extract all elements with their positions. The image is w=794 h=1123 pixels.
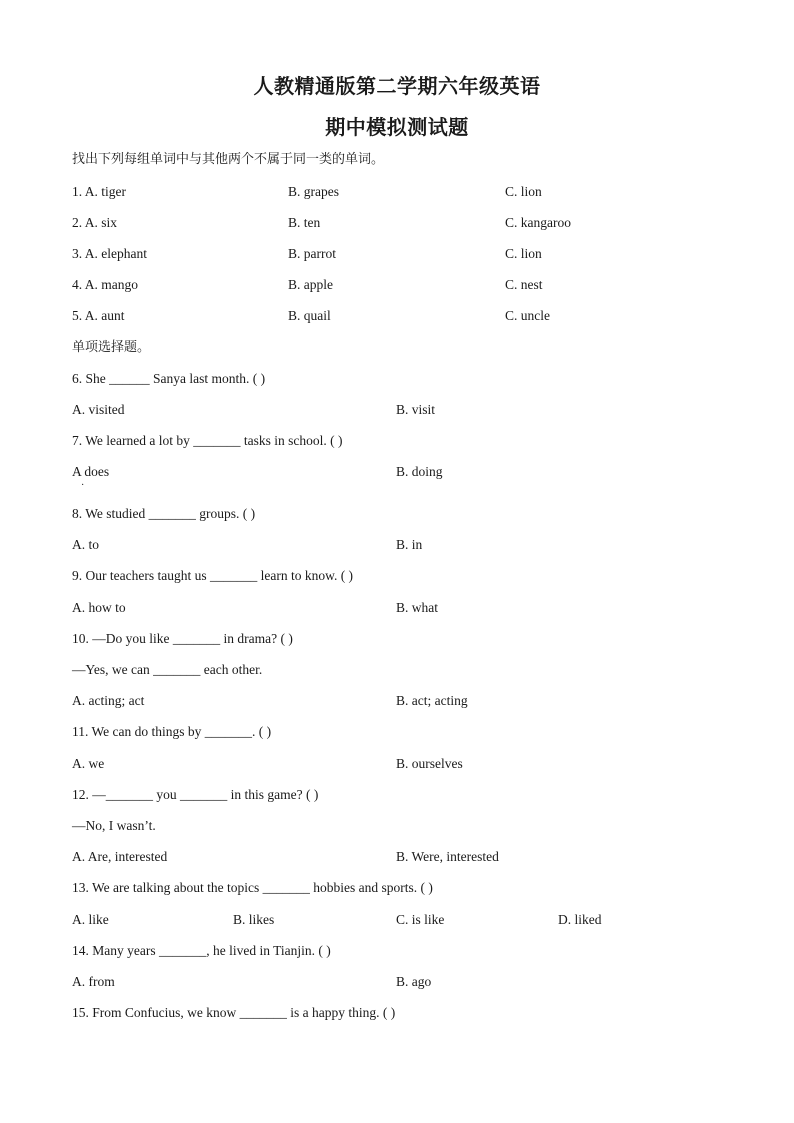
q11-option-a: A. we — [72, 756, 105, 771]
q8-stem: 8. We studied _______ groups. ( ) — [72, 506, 256, 521]
q9-stem: 9. Our teachers taught us _______ learn to know. ( ) — [72, 568, 354, 583]
q13-option-b: B. likes — [233, 912, 275, 927]
q3-option-c: C. lion — [505, 246, 542, 261]
q1-option-c: C. lion — [505, 184, 542, 199]
q6-option-b: B. visit — [396, 402, 436, 417]
q9-option-b: B. what — [396, 600, 438, 615]
q1-option-a: 1. A. tiger — [72, 184, 126, 199]
q7-option-b: B. doing — [396, 464, 443, 479]
q14-option-a: A. from — [72, 974, 115, 989]
q10-option-a: A. acting; act — [72, 693, 145, 708]
q13-option-a: A. like — [72, 912, 109, 927]
q1-option-b: B. grapes — [288, 184, 339, 199]
q2-option-a: 2. A. six — [72, 215, 118, 230]
q9-option-a: A. how to — [72, 600, 126, 615]
q13-stem: 13. We are talking about the topics _______ hobbies and sports. ( ) — [72, 880, 433, 895]
q5-option-c: C. uncle — [505, 308, 550, 323]
q5-option-a: 5. A. aunt — [72, 308, 125, 323]
q3-option-b: B. parrot — [288, 246, 336, 261]
q15-stem: 15. From Confucius, we know _______ is a happy thing. ( ) — [72, 1005, 396, 1020]
q8-option-b: B. in — [396, 537, 423, 552]
q11-stem: 11. We can do things by _______. ( ) — [72, 724, 272, 739]
q7-option-a: A does — [72, 464, 110, 479]
q12-option-b: B. Were, interested — [396, 849, 499, 864]
q6-option-a: A. visited — [72, 402, 125, 417]
q3-option-a: 3. A. elephant — [72, 246, 147, 261]
page-subtitle: 期中模拟测试题 — [325, 115, 469, 139]
q4-option-b: B. apple — [288, 277, 333, 292]
q6-stem: 6. She ______ Sanya last month. ( ) — [72, 371, 266, 386]
q13-option-d: D. liked — [558, 912, 602, 927]
q2-option-c: C. kangaroo — [505, 215, 571, 230]
q10-reply: —Yes, we can _______ each other. — [72, 662, 263, 677]
q8-option-a: A. to — [72, 537, 99, 552]
q14-stem: 14. Many years _______, he lived in Tianjin. ( ) — [72, 943, 331, 958]
q12-reply: —No, I wasn’t. — [72, 818, 156, 833]
q2-option-b: B. ten — [288, 215, 321, 230]
section2-instruction: 单项选择题。 — [72, 340, 151, 355]
q4-option-a: 4. A. mango — [72, 277, 138, 292]
section1-instruction: 找出下列每组单词中与其他两个不属于同一类的单词。 — [72, 152, 385, 167]
q4-option-c: C. nest — [505, 277, 543, 292]
q12-stem: 12. —_______ you _______ in this game? ( ) — [72, 787, 319, 802]
q5-option-b: B. quail — [288, 308, 331, 323]
q12-option-a: A. Are, interested — [72, 849, 168, 864]
stray-dot-mark: · — [81, 480, 85, 491]
q11-option-b: B. ourselves — [396, 756, 463, 771]
q7-stem: 7. We learned a lot by _______ tasks in school. ( ) — [72, 433, 343, 448]
q10-stem: 10. —Do you like _______ in drama? ( ) — [72, 631, 293, 646]
page-title: 人教精通版第二学期六年级英语 — [253, 74, 541, 98]
q13-option-c: C. is like — [396, 912, 445, 927]
q10-option-b: B. act; acting — [396, 693, 468, 708]
q14-option-b: B. ago — [396, 974, 432, 989]
